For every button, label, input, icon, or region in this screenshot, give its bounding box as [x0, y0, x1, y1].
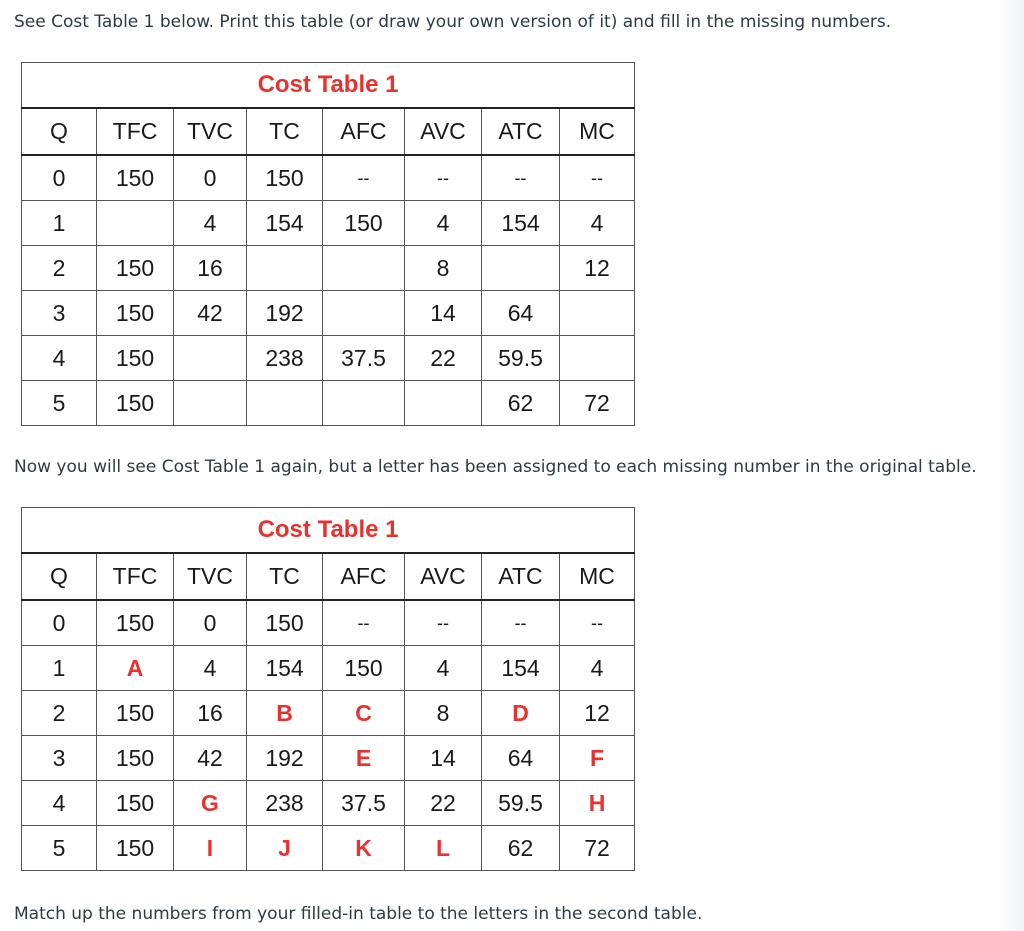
- table-cell: A: [97, 646, 174, 691]
- table-cell: --: [323, 600, 405, 646]
- table-cell: 4: [560, 646, 635, 691]
- table-cell: 238: [247, 781, 323, 826]
- table-cell: 3: [22, 291, 97, 336]
- table-cell: G: [174, 781, 247, 826]
- column-header-tc: TC: [247, 108, 323, 155]
- table-cell: H: [560, 781, 635, 826]
- column-header-q: Q: [22, 553, 97, 600]
- table-row: [22, 201, 635, 246]
- table-cell: 14: [405, 736, 482, 781]
- table-cell: 154: [247, 646, 323, 691]
- table-cell: 14: [405, 291, 482, 336]
- table-cell: [323, 291, 405, 336]
- table-cell: 4: [405, 646, 482, 691]
- table-cell: [174, 381, 247, 426]
- column-header-afc: AFC: [323, 553, 405, 600]
- table-title: Cost Table 1: [22, 63, 635, 109]
- table-cell: 42: [174, 736, 247, 781]
- table-cell: [560, 336, 635, 381]
- table-row: [22, 826, 635, 871]
- table-cell: [323, 246, 405, 291]
- table-row: [22, 246, 635, 291]
- table-cell: 150: [97, 155, 174, 201]
- header-row: [22, 108, 635, 155]
- table-cell: 2: [22, 246, 97, 291]
- table-cell: 150: [97, 691, 174, 736]
- header-row: [22, 553, 635, 600]
- table-cell: 3: [22, 736, 97, 781]
- table-cell: --: [482, 600, 560, 646]
- table-cell: 150: [97, 736, 174, 781]
- table-row: [22, 736, 635, 781]
- table-cell: 4: [174, 646, 247, 691]
- table-cell: [323, 381, 405, 426]
- table-cell: 4: [405, 201, 482, 246]
- cost-table-1-lettered: [21, 507, 635, 871]
- table-cell: 16: [174, 691, 247, 736]
- column-header-mc: MC: [560, 108, 635, 155]
- table-row: [22, 691, 635, 736]
- table-cell: 8: [405, 691, 482, 736]
- table-cell: 0: [22, 600, 97, 646]
- table-cell: 5: [22, 826, 97, 871]
- table-cell: 12: [560, 246, 635, 291]
- column-header-tvc: TVC: [174, 553, 247, 600]
- table-row: [22, 291, 635, 336]
- column-header-afc: AFC: [323, 108, 405, 155]
- table-cell: 64: [482, 736, 560, 781]
- table-cell: 150: [323, 201, 405, 246]
- table-cell: 150: [97, 381, 174, 426]
- table-title: Cost Table 1: [22, 508, 635, 554]
- table-cell: L: [405, 826, 482, 871]
- table-cell: 59.5: [482, 336, 560, 381]
- table-row: [22, 600, 635, 646]
- table-cell: 1: [22, 201, 97, 246]
- table-cell: B: [247, 691, 323, 736]
- intro-text: See Cost Table 1 below. Print this table (or draw your own version of it) and fill in the missing numbers.: [14, 12, 892, 32]
- table-cell: 150: [97, 826, 174, 871]
- table-cell: 4: [22, 336, 97, 381]
- table-cell: 72: [560, 826, 635, 871]
- table-cell: 150: [323, 646, 405, 691]
- column-header-mc: MC: [560, 553, 635, 600]
- table-cell: 4: [174, 201, 247, 246]
- table-cell: 0: [174, 155, 247, 201]
- table-row: [22, 781, 635, 826]
- table-cell: [482, 246, 560, 291]
- table-cell: 59.5: [482, 781, 560, 826]
- table-row: [22, 381, 635, 426]
- column-header-avc: AVC: [405, 553, 482, 600]
- table-cell: --: [405, 155, 482, 201]
- table-cell: 154: [247, 201, 323, 246]
- table-cell: 72: [560, 381, 635, 426]
- column-header-atc: ATC: [482, 553, 560, 600]
- table-cell: 4: [560, 201, 635, 246]
- table-cell: [247, 381, 323, 426]
- table-cell: 1: [22, 646, 97, 691]
- table-cell: 150: [97, 781, 174, 826]
- table-cell: 37.5: [323, 336, 405, 381]
- right-edge-shade: [998, 0, 1024, 931]
- table-cell: 12: [560, 691, 635, 736]
- table-cell: [247, 246, 323, 291]
- table-cell: 150: [247, 600, 323, 646]
- table-cell: 42: [174, 291, 247, 336]
- table-cell: --: [482, 155, 560, 201]
- table-cell: C: [323, 691, 405, 736]
- column-header-tfc: TFC: [97, 553, 174, 600]
- cost-table-1: [21, 62, 635, 426]
- table-cell: 22: [405, 781, 482, 826]
- column-header-tc: TC: [247, 553, 323, 600]
- table-cell: 62: [482, 381, 560, 426]
- table-row: [22, 336, 635, 381]
- table-cell: 64: [482, 291, 560, 336]
- table-cell: I: [174, 826, 247, 871]
- table-row: [22, 646, 635, 691]
- column-header-tfc: TFC: [97, 108, 174, 155]
- table-cell: 8: [405, 246, 482, 291]
- table-cell: --: [405, 600, 482, 646]
- table-row: [22, 155, 635, 201]
- column-header-avc: AVC: [405, 108, 482, 155]
- table-cell: 238: [247, 336, 323, 381]
- table-cell: --: [560, 155, 635, 201]
- table-cell: 150: [97, 600, 174, 646]
- table-cell: 150: [247, 155, 323, 201]
- table-cell: F: [560, 736, 635, 781]
- table-cell: 192: [247, 736, 323, 781]
- table-cell: 62: [482, 826, 560, 871]
- table-cell: K: [323, 826, 405, 871]
- table-cell: 192: [247, 291, 323, 336]
- table-cell: 2: [22, 691, 97, 736]
- table-cell: 154: [482, 201, 560, 246]
- table-cell: [405, 381, 482, 426]
- column-header-q: Q: [22, 108, 97, 155]
- column-header-atc: ATC: [482, 108, 560, 155]
- table-cell: 150: [97, 336, 174, 381]
- table-cell: D: [482, 691, 560, 736]
- table-cell: [97, 201, 174, 246]
- table-cell: J: [247, 826, 323, 871]
- table-cell: [560, 291, 635, 336]
- column-header-tvc: TVC: [174, 108, 247, 155]
- table-cell: 154: [482, 646, 560, 691]
- closing-text: Match up the numbers from your filled-in table to the letters in the second table.: [14, 904, 703, 924]
- table-cell: 4: [22, 781, 97, 826]
- table-cell: 150: [97, 291, 174, 336]
- table-cell: 37.5: [323, 781, 405, 826]
- table-cell: 0: [22, 155, 97, 201]
- table-cell: 0: [174, 600, 247, 646]
- table-cell: 150: [97, 246, 174, 291]
- table-cell: 22: [405, 336, 482, 381]
- middle-text: Now you will see Cost Table 1 again, but a letter has been assigned to each missing number in the original table.: [14, 457, 977, 477]
- table-cell: E: [323, 736, 405, 781]
- table-cell: [174, 336, 247, 381]
- table-cell: --: [560, 600, 635, 646]
- table-cell: 5: [22, 381, 97, 426]
- table-cell: 16: [174, 246, 247, 291]
- table-cell: --: [323, 155, 405, 201]
